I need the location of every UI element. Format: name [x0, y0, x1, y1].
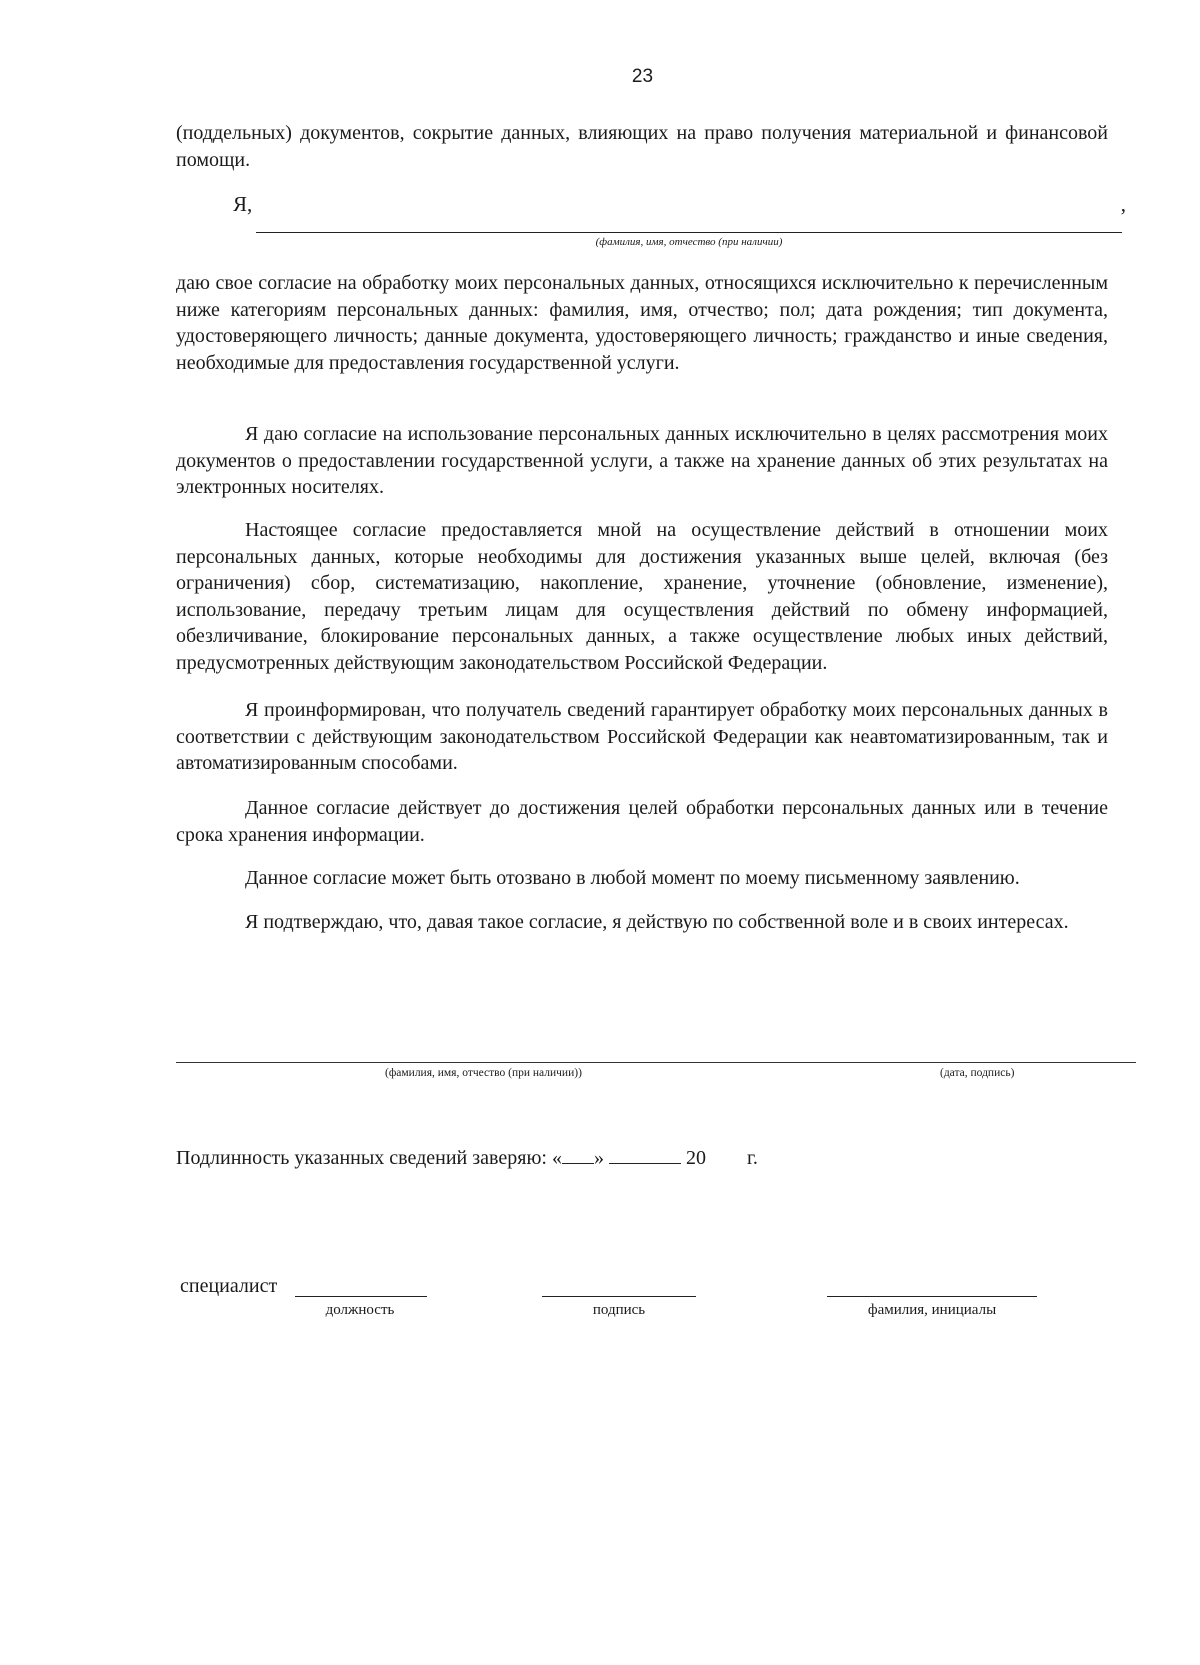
applicant-name-line — [176, 192, 1126, 222]
certification-year-field[interactable] — [706, 1145, 742, 1164]
specialist-name-field[interactable] — [827, 1296, 1037, 1297]
paragraph-revocation: Данное согласие может быть отозвано в любой момент по моему письменному заявлению. — [245, 867, 1020, 889]
certification-quote-close: » — [593, 1147, 604, 1169]
specialist-position-field[interactable] — [295, 1296, 427, 1297]
signature-date-caption: (дата, подпись) — [940, 1067, 1015, 1079]
paragraph-continuation: (поддельных) документов, сокрытие данных, влияющих на право получения материальной и финансовой помощи. — [176, 122, 1108, 171]
specialist-signature-field[interactable] — [542, 1296, 696, 1297]
page-number: 23 — [631, 66, 654, 87]
applicant-pronoun: Я, — [233, 192, 253, 216]
applicant-name-field[interactable] — [256, 232, 1122, 233]
certification-year-prefix: 20 — [685, 1147, 706, 1169]
specialist-name-caption: фамилия, инициалы — [867, 1302, 997, 1318]
signature-fio-caption: (фамилия, имя, отчество (при наличии)) — [385, 1067, 582, 1079]
paragraph-consent-purpose: Я даю согласие на использование персональных данных исключительно в целях рассмотрения моих документов о предоставлении государственной услуги, а также на хранение данных об этих результатах на электронных носителях. — [176, 423, 1108, 498]
paragraph-informed: Я проинформирован, что получатель сведений гарантирует обработку моих персональных данных в соответствии с действующим законодательством Российской Федерации как неавтоматизированным, так и автоматизированным способами. — [176, 699, 1108, 774]
certification-year-suffix: г. — [746, 1147, 758, 1169]
certification-month-field[interactable] — [609, 1145, 681, 1164]
specialist-label: специалист — [180, 1275, 278, 1297]
certification-prefix: Подлинность указанных сведений заверяю: « — [176, 1147, 562, 1169]
paragraph-validity: Данное согласие действует до достижения целей обработки персональных данных или в течение срока хранения информации. — [176, 797, 1108, 846]
certification-day-field[interactable] — [562, 1145, 594, 1164]
specialist-position-caption: должность — [325, 1302, 395, 1318]
paragraph-consent-actions: Настоящее согласие предоставляется мной на осуществление действий в отношении моих персональных данных, которые необходимы для достижения указанных выше целей, включая (без ограничения) сбор, систематизацию, накопление, хранение, уточнение (обновление, изменение), использование, передачу третьим лицам для осуществления действий по обмену информацией, обезличивание, блокирование персональных данных, а также осуществление любых иных действий, предусмотренных действующим законодательством Российской Федерации. — [176, 519, 1108, 674]
applicant-name-caption: (фамилия, имя, отчество (при наличии) — [595, 236, 783, 248]
signature-line[interactable] — [176, 1062, 1136, 1063]
specialist-signature-caption: подпись — [592, 1302, 646, 1318]
paragraph-confirmation: Я подтверждаю, что, давая такое согласие, я действую по собственной воле и в своих интересах. — [245, 911, 1069, 933]
paragraph-consent-categories: даю свое согласие на обработку моих персональных данных, относящихся исключительно к перечисленным ниже категориям персональных данных: фамилия, имя, отчество; пол; дата рождения; тип документа, удостоверяющего личность; данные документа, удостоверяющего личность; гражданство и иные сведения, необходимые для предоставления государственной услуги. — [176, 272, 1108, 374]
certification-line — [176, 1145, 758, 1170]
applicant-comma: , — [1120, 192, 1126, 216]
